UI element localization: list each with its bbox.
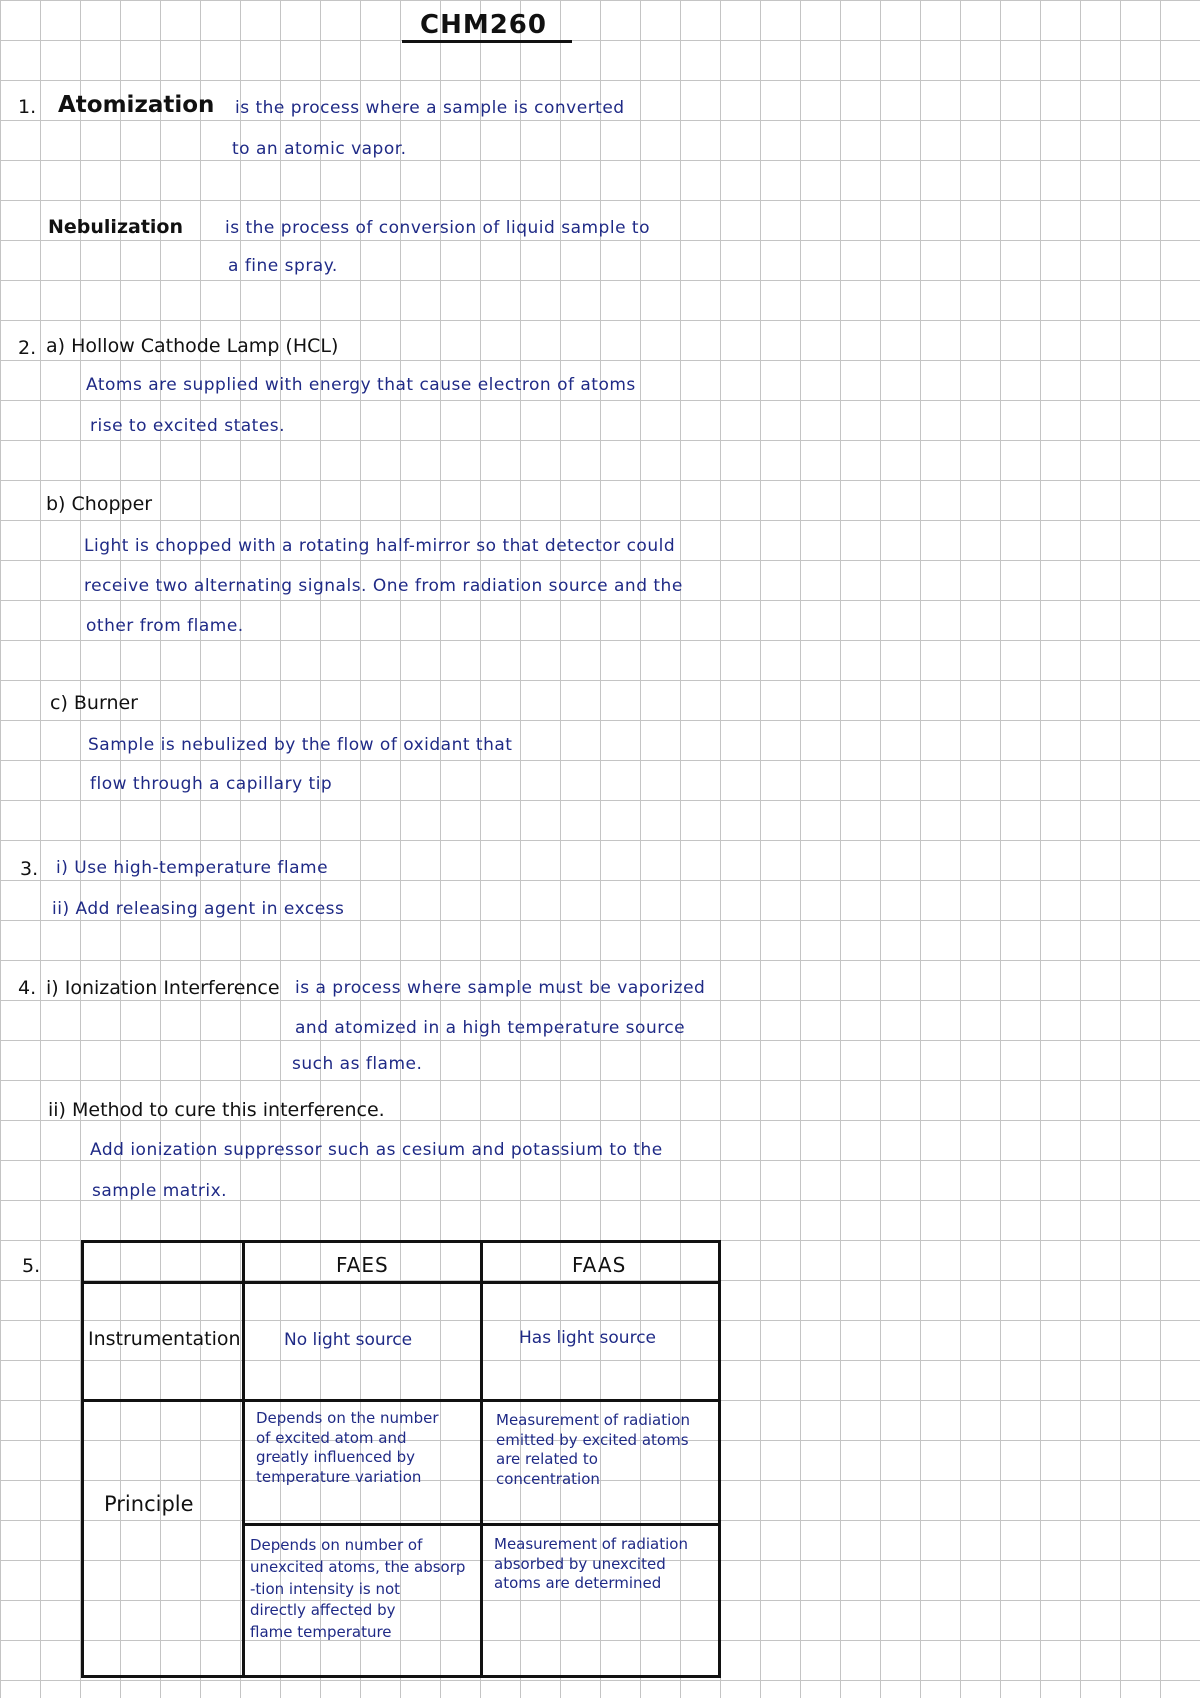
table-divider-2 [480, 1243, 483, 1675]
q1-term-atomization: Atomization [58, 92, 215, 118]
q4-i-line1: is a process where sample must be vaporized [295, 978, 706, 998]
q1-number: 1. [18, 96, 37, 118]
q4-number: 4. [18, 977, 37, 999]
faas-principle-1-line4: concentration [496, 1469, 600, 1488]
q3-number: 3. [20, 858, 39, 880]
faas-principle-1-line3: are related to [496, 1450, 598, 1468]
q1-def-atomization-line1: is the process where a sample is converted [235, 98, 625, 118]
faas-principle-1-line1: Measurement of radiation [496, 1411, 690, 1429]
q2a-line2: rise to excited states. [90, 416, 286, 436]
comparison-table [81, 1240, 721, 1678]
q5-number: 5. [22, 1255, 41, 1277]
row-label-principle: Principle [104, 1492, 194, 1516]
faes-principle-1 [256, 1409, 439, 1487]
faas-principle-2-line1: Measurement of radiation [494, 1535, 688, 1553]
q4-ii-line2: sample matrix. [92, 1181, 228, 1201]
q2b-line3: other from flame. [86, 616, 244, 636]
q2b-label: b) Chopper [46, 493, 153, 515]
q4-i-label: i) Ionization Interference [46, 977, 280, 999]
faes-principle-1-line2: of excited atom and [256, 1428, 407, 1447]
faas-instrumentation: Has light source [519, 1328, 656, 1348]
faes-principle-1-line1: Depends on the number [256, 1409, 439, 1427]
faes-instrumentation: No light source [284, 1330, 413, 1350]
faes-principle-2-line5: flame temperature [250, 1623, 392, 1641]
q3-item-ii: ii) Add releasing agent in excess [52, 899, 345, 919]
q2a-line1: Atoms are supplied with energy that cause electron of atoms [86, 375, 636, 395]
q2c-line2: flow through a capillary tip [90, 774, 333, 794]
faes-principle-2 [250, 1535, 465, 1644]
header-faes: FAES [336, 1253, 389, 1277]
q2c-line1: Sample is nebulized by the flow of oxidant that [88, 735, 513, 755]
q2c-label: c) Burner [50, 692, 138, 714]
faes-principle-1-line4: temperature variation [256, 1467, 422, 1486]
q1-term-nebulization: Nebulization [48, 216, 183, 238]
faes-principle-2-line3: -tion intensity is not [250, 1579, 401, 1598]
faas-principle-2-line2: absorbed by unexcited [494, 1554, 666, 1573]
faes-principle-1-line3: greatly influenced by [256, 1448, 416, 1466]
faas-principle-1 [496, 1411, 690, 1489]
q2b-line2: receive two alternating signals. One from radiation source and the [84, 576, 683, 596]
q1-def-nebulization-line1: is the process of conversion of liquid sample to [225, 218, 650, 238]
faas-principle-2 [494, 1535, 688, 1594]
q2b-line1: Light is chopped with a rotating half-mirror so that detector could [84, 536, 676, 556]
faes-principle-2-line4: directly affected by [250, 1601, 396, 1620]
table-row-rule [84, 1399, 718, 1402]
faes-principle-2-line1: Depends on number of [250, 1536, 423, 1554]
page-title: CHM260 [420, 10, 547, 40]
q1-def-atomization-line2: to an atomic vapor. [232, 139, 407, 159]
q4-ii-label: ii) Method to cure this interference. [48, 1099, 385, 1121]
q4-i-line3: such as flame. [292, 1054, 423, 1074]
q4-ii-line1: Add ionization suppressor such as cesium and potassium to the [90, 1140, 663, 1160]
faas-principle-2-line3: atoms are determined [494, 1574, 662, 1592]
table-subrow-rule [242, 1523, 718, 1526]
q2-number: 2. [18, 337, 37, 359]
q1-def-nebulization-line2: a fine spray. [228, 256, 338, 276]
row-label-instrumentation: Instrumentation [88, 1328, 241, 1350]
header-faas: FAAS [572, 1253, 627, 1277]
title-underline [402, 40, 572, 43]
faes-principle-2-line2: unexcited atoms, the absorp [250, 1557, 466, 1576]
table-header-rule [84, 1281, 718, 1284]
q3-item-i: i) Use high-temperature flame [56, 858, 329, 878]
table-divider-1 [242, 1243, 245, 1675]
q4-i-line2: and atomized in a high temperature source [295, 1018, 686, 1038]
faas-principle-1-line2: emitted by excited atoms [496, 1430, 689, 1449]
q2a-label: a) Hollow Cathode Lamp (HCL) [46, 335, 339, 357]
